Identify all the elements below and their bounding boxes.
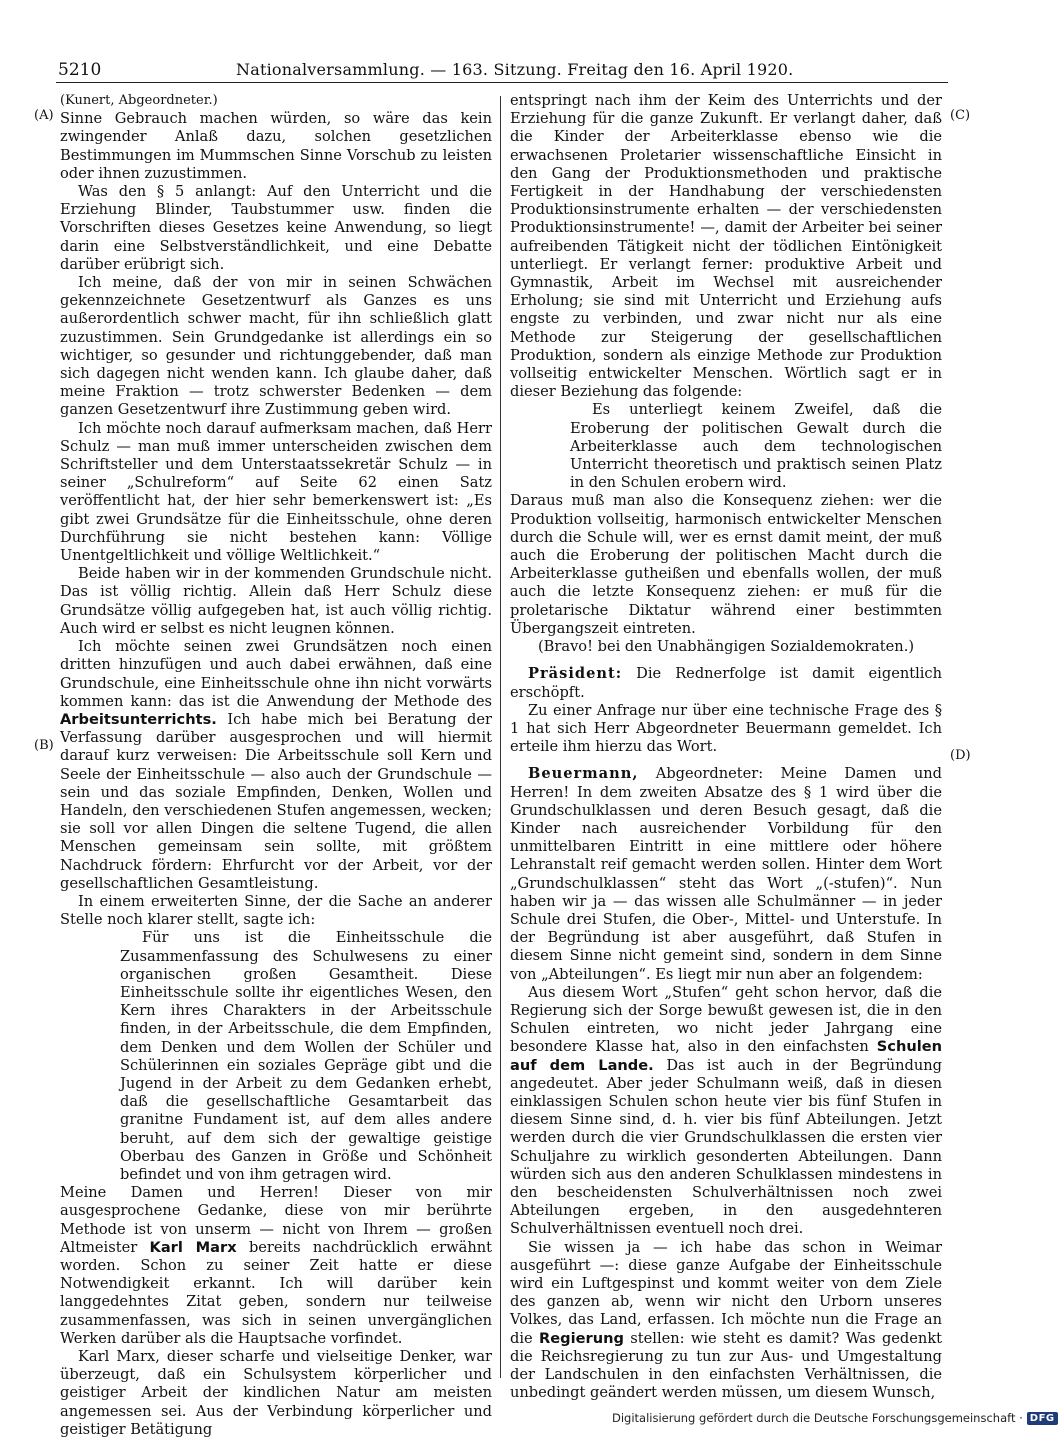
paragraph xyxy=(60,638,492,893)
paragraph-text: Das ist auch in der Begründung angedeutet. Aber jeder Schulmann weiß, daß in diesen einklassigen Schulen schon heute vier bis fünf Stufen in diesem Sinne sind, d. h. vier bis fünf Abteilungen. Jetzt werden durch die vier Grundschulklassen die ersten vier Schuljahre zu wirklich gesonderten Abteilungen. Dann würden sich aus den anderen Schulklassen mindestens in den bescheidensten Schulverhältnissen noch zwei Abteilungen ergeben, in den ausgedehnteren Schulverhältnissen eventuell noch drei. xyxy=(510,1056,942,1238)
emphasis-karl-marx: Karl Marx xyxy=(149,1238,237,1256)
margin-mark-d: (D) xyxy=(950,748,971,763)
column-divider xyxy=(500,96,501,1378)
paragraph-text: Abgeordneter: Meine Damen und Herren! In dem zweiten Absatze des § 1 wird über die Grundschulklassen und deren Besuch gesagt, daß die Kinder nach ausreichender Vorbildung für den unmittelbaren Eintritt in eine mittlere oder höhere Lehranstalt reif gemacht werden sollen. Hinter dem Wort „Grundschulklassen“ steht das Wort „(-stufen)“. Nun haben wir ja — das wissen alle Schulmänner — in jeder Schule drei Stufen, die Ober-, Mittel- und Unterstufe. In der Begründung ist aber ausgeführt, daß Stufen in diesem Sinne nicht gemeint sind, sondern in dem Sinne von „Abteilungen“. Es liegt mir nun aber an folgendem: xyxy=(510,765,942,983)
page-header xyxy=(56,60,948,83)
paragraph: Ich meine, daß der von mir in seinen Schwächen gekennzeichnete Gesetzentwurf als Ganzes es uns außerordentlich schwer macht, für ihn schließlich glatt zuzustimmen. Sein Grundgedanke ist allerdings ein so wichtiger, so gesunder und richtunggebender, daß man sich dagegen nicht wenden kann. Ich glaube daher, daß meine Fraktion — trotz schwerster Bedenken — dem ganzen Gesetzentwurf ihre Zustimmung geben wird. xyxy=(60,274,492,419)
paragraph-text: Die Rednerfolge ist damit eigentlich erschöpft. xyxy=(510,665,943,701)
margin-mark-b: (B) xyxy=(34,738,54,753)
paragraph: Sinne Gebrauch machen würden, so wäre das kein zwingender Anlaß dazu, solchen gesetzlichen Bestimmungen im Mummschen Sinne Vorschub zu leisten oder ihnen zuzustimmen. xyxy=(60,110,492,182)
paragraph xyxy=(60,1184,492,1348)
paragraph: In einem erweiterten Sinne, der die Sache an anderer Stelle noch klarer stellt, sagte ich: xyxy=(60,892,492,929)
emphasis-schulen-auf-dem-lande: Schulen auf dem Lande. xyxy=(510,1038,943,1074)
paragraph xyxy=(510,1239,942,1403)
paragraph: Daraus muß man also die Konsequenz ziehen: wer die Produktion vollseitig, harmonisch entwickelter Menschen durch die Schule will, wer es ernst damit meint, der muß auch die Eroberung der politischen Macht durch die Arbeiterklasse gutheißen und ebenfalls wollen, der muß auch die letzte Konsequenz ziehen: er muß für die proletarische Diktatur während einer bestimmten Übergangszeit eintreten. xyxy=(510,492,942,637)
dfg-logo-icon: DFG xyxy=(1027,1412,1058,1425)
speaker-heading xyxy=(60,92,492,110)
paragraph: Karl Marx, dieser scharfe und vielseitige Denker, war überzeugt, daß ein Schulsystem körperlicher und geistiger Arbeit der kindlichen Natur am meisten angemessen sei. Aus der Verbindung körperlicher und geistiger Betätigung xyxy=(60,1348,492,1438)
speaker-heading-text: (Kunert, Abgeordneter.) xyxy=(60,93,218,108)
paragraph: Zu einer Anfrage nur über eine technische Frage des § 1 hat sich Herr Abgeordneter Beuermann gemeldet. Ich erteile ihm hierzu das Wort. xyxy=(510,701,942,756)
page-number: 5210 xyxy=(58,60,102,80)
paragraph-text: stellen: wie steht es damit? Was gedenkt die Reichsregierung zu tun zur Aus- und Umgestaltung der Landschulen in den einfachsten Verhältnissen, die unbedingt geändert werden müssen, um diesem Wunsch, xyxy=(510,1329,943,1402)
paragraph-text: Aus diesem Wort „Stufen“ geht schon hervor, daß die Regierung sich der Sorge bewußt gewesen ist, die in den Schulen eintreten, wo nicht jeder Jahrgang eine besondere Klasse hat, also in den einfachsten xyxy=(510,983,942,1056)
left-column xyxy=(60,92,492,1438)
footer xyxy=(612,1408,1055,1428)
applause-note: (Bravo! bei den Unabhängigen Sozialdemokraten.) xyxy=(537,638,915,656)
paragraph-text: Ich habe mich bei Beratung der Verfassung darüber ausgesprochen und will hiermit darauf kurz verweisen: Die Arbeitsschule soll Kern und Seele der Einheitsschule — also auch der Grundschule — sein und das soziale Empfinden, Denken, Wollen und Handeln, den verschiedenen Stufen angemessen, wecken; sie soll vor allen Dingen die seltene Tugend, die allen Menschen gemeinsam sein sollte, mit größtem Nachdruck fördern: Ehrfurcht vor der Arbeit, vor der gesellschaftlichen Gesamtleistung. xyxy=(60,710,492,892)
paragraph xyxy=(510,765,942,983)
paragraph-text: Sie wissen ja — ich habe das schon in Weimar ausgeführt —: diese ganze Aufgabe der Einheitsschule wird ein Luftgespinst und kommt weiter von dem Ziele des ganzen ab, wenn wir nicht den Urborn unseres Volkes, das Land, erfassen. Ich möchte nun die Frage an die xyxy=(510,1238,942,1347)
paragraph xyxy=(510,984,942,1239)
right-column xyxy=(510,92,943,1402)
block-quote: Es unterliegt keinem Zweifel, daß die Eroberung der politischen Gewalt durch die Arbeiterklasse auch dem technologischen Unterricht theoretisch und praktisch seinen Platz in den Schulen erobern wird. xyxy=(570,401,942,492)
paragraph: Beide haben wir in der kommenden Grundschule nicht. Das ist völlig richtig. Allein daß Herr Schulz diese Grundsätze völlig aufgegeben hat, ist auch völlig richtig. Auch wird er selbst es nicht leugnen können. xyxy=(60,565,492,637)
paragraph-text: Ich möchte seinen zwei Grundsätzen noch einen dritten hinzufügen und auch dabei erwähnen, daß eine Grundschule, eine Einheitsschule ohne ihn nicht vorwärts kommen kann: das ist die Anwendung der Methode des xyxy=(60,638,492,710)
footer-text: Digitalisierung gefördert durch die Deutsche Forschungsgemeinschaft · xyxy=(612,1411,1023,1425)
paragraph: entspringt nach ihm der Keim des Unterrichts und der Erziehung für die ganze Zukunft. Er verlangt daher, daß die Kinder der Arbeiterklasse ebenso wie die erwachsenen Proletarier wissenschaftliche Einsicht in den Gang der Produktionsmethoden und praktische Fertigkeit in der Handhabung der verschiedensten Produktionsinstrumente erhalten — der verschiedensten Produktionsinstrumente! —, damit der Arbeiter bei seiner aufreibenden Tätigkeit nicht der tödlichen Eintönigkeit unterliegt. Er verlangt ferner: produktive Arbeit und Gymnastik, Arbeit im Wechsel mit ausreichender Erholung; sie sind mit Unterricht und Erziehung aufs engste zu verbinden, und zwar nicht nur als eine Methode zur Steigerung der gesellschaftlichen Produktion, sondern als einzige Methode zur Produktion vollseitig entwickelter Menschen. Wörtlich sagt er in dieser Beziehung das folgende: xyxy=(510,92,942,401)
paragraph-text: Meine Damen und Herren! Dieser von mir ausgesprochene Gedanke, diese von mir berührte Methode ist von unserm — nicht von Ihrem — großen Altmeister xyxy=(60,1184,492,1256)
block-quote: Für uns ist die Einheitsschule die Zusammenfassung des Schulwesens zu einer organischen großen Gesamtheit. Diese Einheitsschule sollte ihr eigentliches Wesen, den Kern ihres Charakters in der Arbeitsschule finden, in der Arbeitsschule, die dem Empfinden, dem Denken und dem Wollen der Schüler und Schülerinnen ein soziales Gepräge gibt und die Jugend in der Arbeit zu dem Gedanken erhebt, daß die gesellschaftliche Gesamtarbeit das granitne Fundament ist, auf dem alles andere beruht, auf dem sich der gewaltige geistige Oberbau des Ganzen in Größe und Schönheit befindet und von ihm getragen wird. xyxy=(120,929,492,1183)
speaker-name-beuermann: Beuermann, xyxy=(528,765,639,783)
president-label: Präsident: xyxy=(528,665,623,683)
paragraph: Ich möchte noch darauf aufmerksam machen, daß Herr Schulz — man muß immer unterscheiden zwischen dem Schriftsteller und dem Unterstaatssekretär Schulz — in seiner „Schulreform“ auf Seite 62 einen Satz veröffentlicht hat, der hier sehr bemerkenswert ist: „Es gibt zwei Grundsätze für die Einheitsschule, ohne deren Durchführung sie nicht bestehen kann: Völlige Unentgeltlichkeit und völlige Weltlichkeit.“ xyxy=(60,419,492,565)
margin-mark-c: (C) xyxy=(950,108,971,123)
paragraph: Was den § 5 anlangt: Auf den Unterricht und die Erziehung Blinder, Taubstummer usw. finden die Vorschriften dieses Gesetzes keine Anwendung, so liegt darin eine Selbstverständlichkeit, und eine Debatte darüber erübrigt sich. xyxy=(60,183,492,273)
paragraph-text: bereits nachdrücklich erwähnt worden. Schon zu seiner Zeit hatte er diese Notwendigkeit erkannt. Ich will darüber kein langgedehntes Zitat geben, sondern nur teilweise zusammenfassen, was sich in seinen unvergänglichen Werken darüber als die Hauptsache vorfindet. xyxy=(60,1238,492,1347)
paragraph xyxy=(510,665,942,701)
running-title: Nationalversammlung. — 163. Sitzung. Freitag den 16. April 1920. xyxy=(236,60,794,79)
margin-mark-a: (A) xyxy=(34,108,54,123)
emphasis-regierung: Regierung xyxy=(539,1329,624,1347)
emphasis-arbeitsunterricht: Arbeitsunterrichts. xyxy=(60,710,217,728)
